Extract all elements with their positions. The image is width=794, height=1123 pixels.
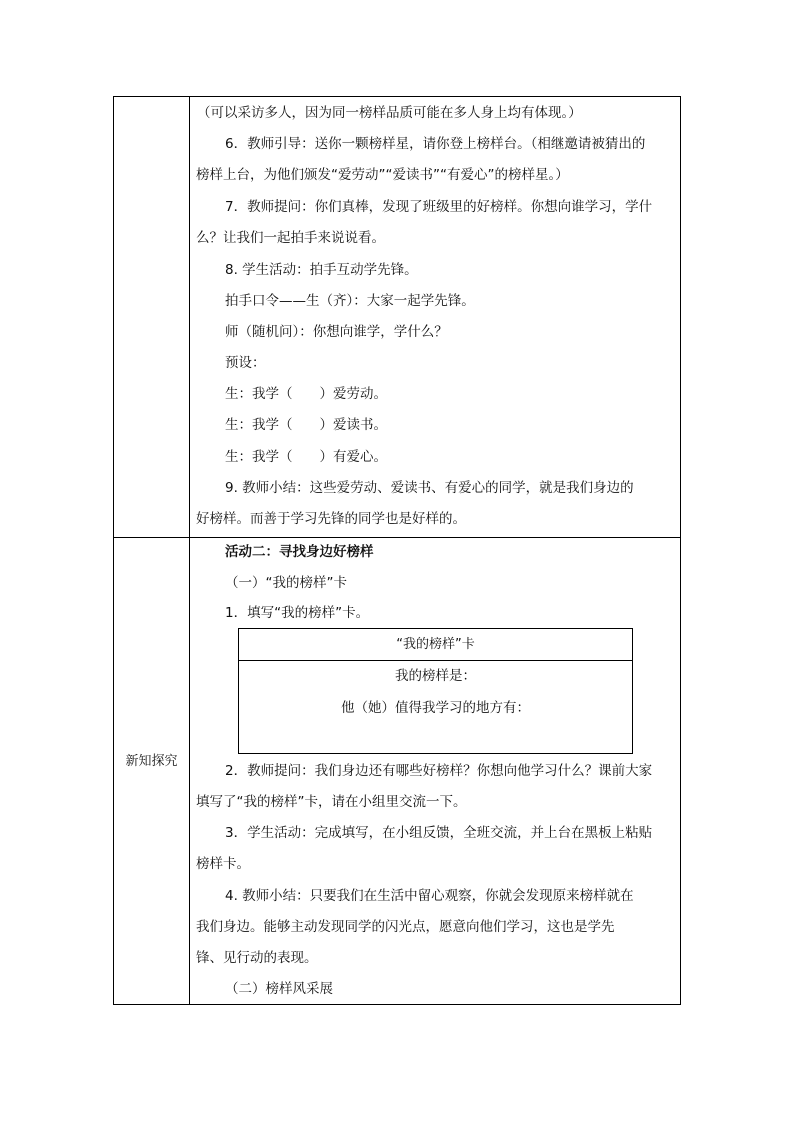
- text-line-20: 3．学生活动：完成填写，在小组反馈，全班交流，并上台在黑板上粘贴: [225, 825, 653, 841]
- my-role-model-card: [238, 628, 633, 754]
- text-line-23: 我们身边。能够主动发现同学的闪光点，愿意向他们学习，这也是学先: [196, 919, 615, 935]
- text-line-9: 预设：: [225, 355, 266, 371]
- text-line-14: 好榜样。而善于学习先锋的同学也是好样的。: [196, 511, 466, 527]
- text-line-22: 4. 教师小结：只要我们在生活中留心观察，你就会发现原来榜样就在: [225, 888, 634, 904]
- text-line-21: 榜样卡。: [196, 856, 250, 872]
- text-line-18: 2．教师提问：我们身边还有哪些好榜样？你想向他学习什么？课前大家: [225, 763, 653, 779]
- text-line-6: 8. 学生活动：拍手互动学先锋。: [225, 262, 418, 278]
- activity-heading: 活动二：寻找身边好榜样: [225, 544, 374, 560]
- text-line-10: 生：我学（ ）爱劳动。: [225, 386, 387, 402]
- card-title: “我的榜样”卡: [239, 629, 632, 661]
- card-line-merits: 他（她）值得我学习的地方有：: [341, 700, 530, 716]
- text-line-1: （可以采访多人，因为同一榜样品质可能在多人身上均有体现。）: [197, 105, 582, 121]
- text-line-5: 么？让我们一起拍手来说说看。: [196, 230, 385, 246]
- text-line-4: 7．教师提问：你们真棒，发现了班级里的好榜样。你想向谁学习，学什: [225, 199, 653, 215]
- text-line-24: 锋、见行动的表现。: [196, 950, 318, 966]
- text-line-12: 生：我学（ ）有爱心。: [225, 449, 387, 465]
- text-line-19: 填写了“我的榜样”卡，请在小组里交流一下。: [196, 794, 467, 810]
- text-line-7: 拍手口令——生（齐）：大家一起学先锋。: [225, 293, 475, 309]
- text-line-17: 1．填写“我的榜样”卡。: [225, 605, 370, 621]
- row-label-new-knowledge: 新知探究: [125, 754, 178, 769]
- section-heading-2: （二）榜样风采展: [225, 981, 333, 997]
- column-divider: [189, 97, 190, 1004]
- row-divider: [114, 537, 680, 538]
- card-line-model: 我的榜样是：: [395, 668, 476, 684]
- text-line-8: 师（随机问）：你想向谁学，学什么？: [225, 324, 448, 340]
- text-line-11: 生：我学（ ）爱读书。: [225, 417, 387, 433]
- text-line-2: 6．教师引导：送你一颗榜样星，请你登上榜样台。（相继邀请被猜出的: [225, 136, 646, 152]
- text-line-3: 榜样上台，为他们颁发“爱劳动”“爱读书”“有爱心”的榜样星。）: [196, 167, 569, 183]
- text-line-13: 9. 教师小结：这些爱劳动、爱读书、有爱心的同学，就是我们身边的: [225, 480, 634, 496]
- section-heading-1: （一）“我的榜样”卡: [225, 575, 347, 591]
